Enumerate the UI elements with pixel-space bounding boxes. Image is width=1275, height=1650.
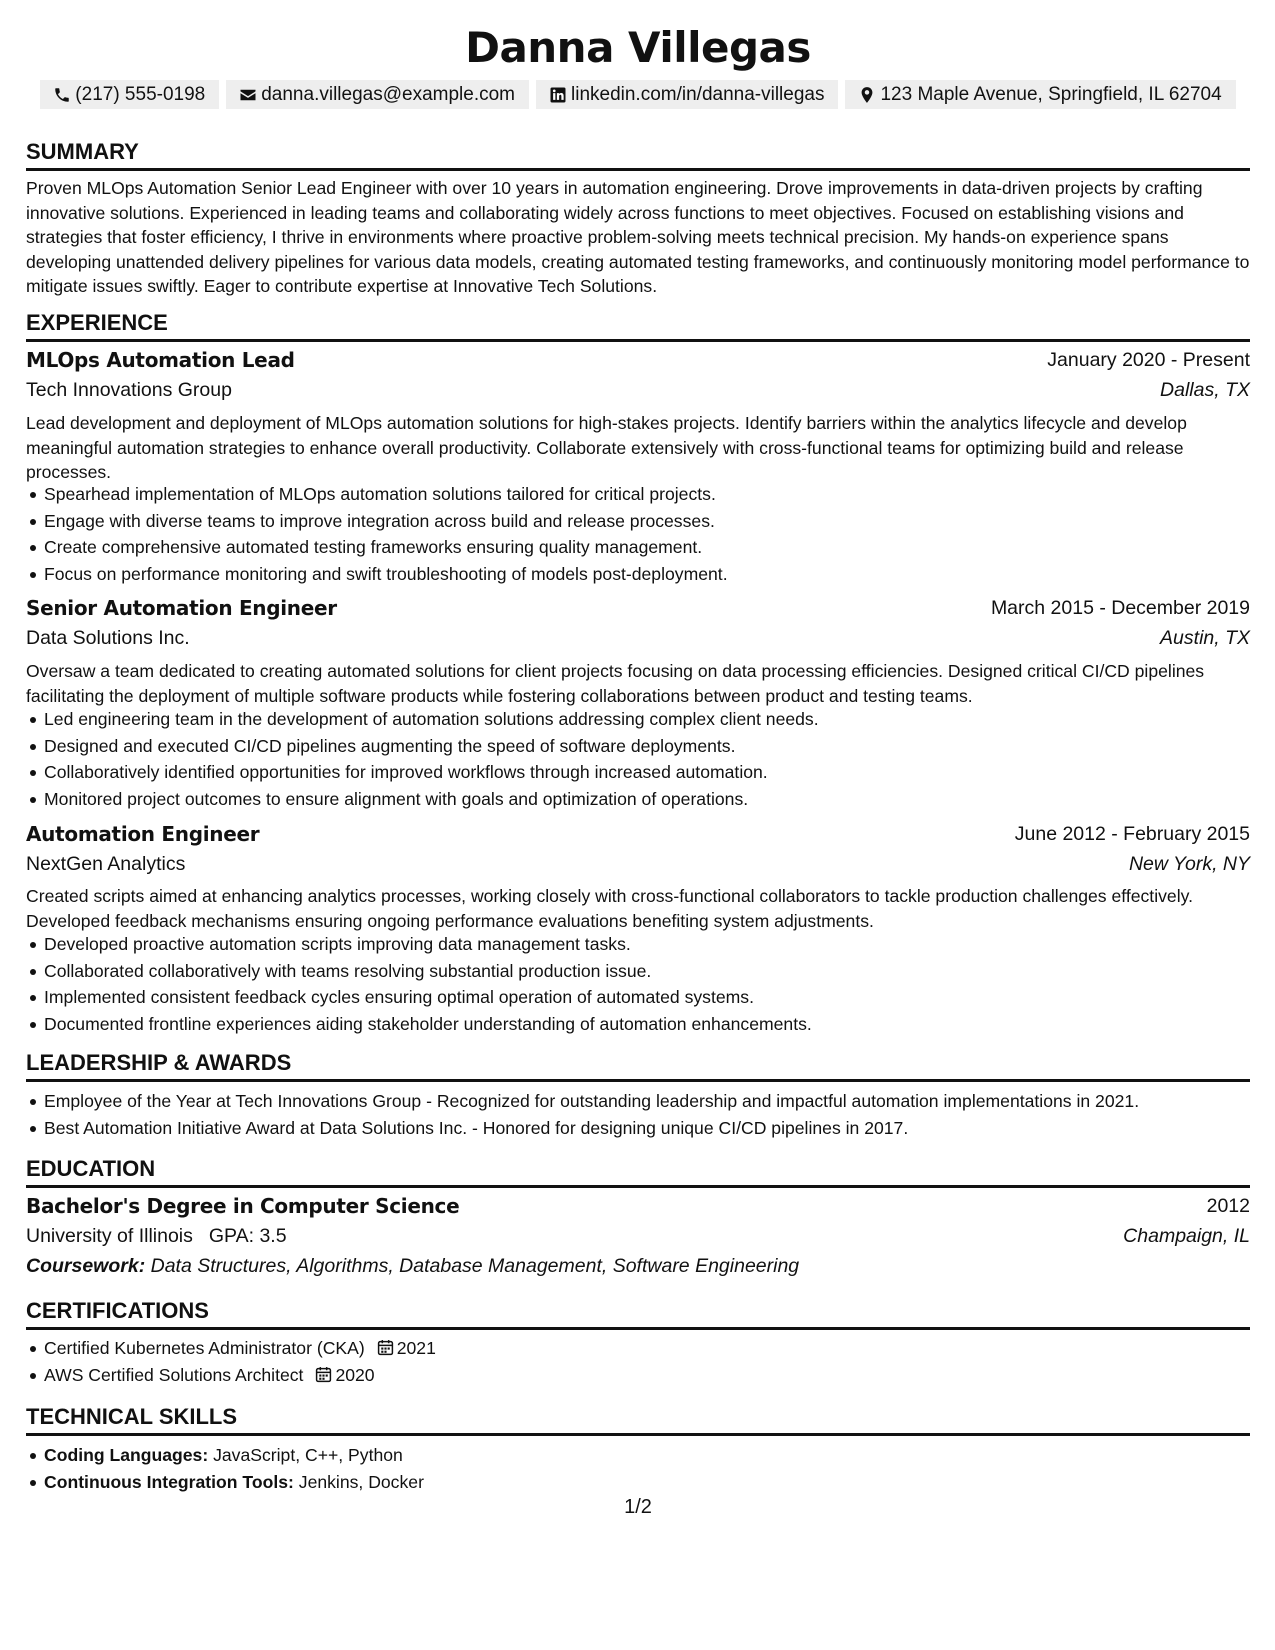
job-company: Data Solutions Inc.: [26, 627, 190, 649]
graduation-year: 2012: [1206, 1195, 1250, 1217]
job-location: Austin, TX: [1160, 627, 1250, 649]
calendar-icon: [315, 1366, 332, 1383]
certifications-list: [26, 1335, 1250, 1388]
linkedin-chip[interactable]: [536, 80, 838, 109]
job-description: Created scripts aimed at enhancing analytics processes, working closely with cross-functional collaborators to tackle production challenges effectively. Developed feedback mechanisms ensuring ongoing performance evaluations benefiting system adjustments.: [26, 886, 1193, 931]
linkedin-icon: [548, 85, 567, 104]
section-divider: [26, 1433, 1250, 1436]
job-bullets: [26, 481, 1250, 587]
leadership-heading: LEADERSHIP & AWARDS: [26, 1050, 292, 1075]
list-item: Documented frontline experiences aiding stakeholder understanding of automation enhancements.: [26, 1011, 1250, 1038]
skill-value: Jenkins, Docker: [298, 1471, 424, 1492]
list-item: Led engineering team in the development of automation solutions addressing complex client needs.: [26, 706, 1250, 733]
list-item: Create comprehensive automated testing frameworks ensuring quality management.: [26, 534, 1250, 561]
education-heading: EDUCATION: [26, 1156, 156, 1181]
page-number: 1/2: [624, 1496, 652, 1518]
list-item: [26, 1469, 1250, 1496]
school-location: Champaign, IL: [1123, 1225, 1250, 1247]
address-chip[interactable]: [845, 80, 1235, 109]
gpa: GPA: 3.5: [208, 1225, 287, 1247]
list-item: Employee of the Year at Tech Innovations Group - Recognized for outstanding leadership and impactful automation implementations in 2021.: [26, 1088, 1250, 1115]
skills-heading: TECHNICAL SKILLS: [26, 1404, 238, 1429]
job-bullets: [26, 931, 1250, 1037]
list-item: Collaboratively identified opportunities for improved workflows through increased automation.: [26, 759, 1250, 786]
list-item: [26, 1335, 1250, 1362]
phone-chip[interactable]: [40, 80, 219, 109]
candidate-name: Danna Villegas: [465, 23, 811, 72]
job-title: Automation Engineer: [26, 822, 260, 846]
list-item: Focus on performance monitoring and swift troubleshooting of models post-deployment.: [26, 561, 1250, 588]
list-item: Designed and executed CI/CD pipelines augmenting the speed of software deployments.: [26, 733, 1250, 760]
job-description: Lead development and deployment of MLOps automation solutions for high-stakes projects. Identify barriers within the analytics lifecycle and develop meaningful automation strategies to enhance overall productivity. Collaborate extensively with cross-functional teams for optimizing build and release processes.: [26, 413, 1187, 482]
calendar-icon: [377, 1339, 394, 1356]
degree-title: Bachelor's Degree in Computer Science: [26, 1194, 460, 1218]
certification-year: 2021: [396, 1338, 436, 1358]
skill-label: Continuous Integration Tools:: [44, 1471, 294, 1492]
list-item: Developed proactive automation scripts improving data management tasks.: [26, 931, 1250, 958]
job-location: New York, NY: [1128, 853, 1250, 875]
certification-name: Certified Kubernetes Administrator (CKA): [44, 1338, 365, 1358]
envelope-icon: [238, 85, 257, 104]
map-marker-icon: [857, 85, 876, 104]
coursework-list: Data Structures, Algorithms, Database Management, Software Engineering: [150, 1255, 800, 1277]
list-item: Implemented consistent feedback cycles ensuring optimal operation of automated systems.: [26, 984, 1250, 1011]
job-company: NextGen Analytics: [26, 853, 186, 875]
list-item: Best Automation Initiative Award at Data Solutions Inc. - Honored for designing unique CI/CD pipelines in 2017.: [26, 1115, 1250, 1142]
section-divider: [26, 168, 1250, 171]
job-bullets: [26, 706, 1250, 812]
list-item: Engage with diverse teams to improve integration across build and release processes.: [26, 508, 1250, 535]
list-item: Monitored project outcomes to ensure alignment with goals and optimization of operations.: [26, 786, 1250, 813]
section-divider: [26, 1079, 1250, 1082]
section-divider: [26, 1327, 1250, 1330]
coursework: [26, 1253, 799, 1279]
job-dates: March 2015 - December 2019: [990, 597, 1250, 619]
job-location: Dallas, TX: [1160, 379, 1250, 401]
school-line: [26, 1223, 287, 1249]
summary-heading: SUMMARY: [26, 139, 139, 164]
list-item: [26, 1442, 1250, 1469]
skill-label: Coding Languages:: [44, 1445, 209, 1465]
job-dates: January 2020 - Present: [1047, 349, 1250, 371]
school-name: University of Illinois: [26, 1225, 193, 1247]
certification-year: 2020: [335, 1364, 375, 1385]
list-item: Collaborated collaboratively with teams resolving substantial production issue.: [26, 958, 1250, 985]
experience-heading: EXPERIENCE: [26, 310, 168, 335]
awards-list: [26, 1088, 1250, 1141]
address-text: 123 Maple Avenue, Springfield, IL 62704: [880, 83, 1222, 105]
list-item: [26, 1362, 1250, 1389]
email-chip[interactable]: [226, 80, 529, 109]
section-divider: [26, 1185, 1250, 1188]
job-dates: June 2012 - February 2015: [1014, 823, 1250, 845]
contact-bar: [26, 80, 1250, 109]
job-company: Tech Innovations Group: [26, 379, 232, 401]
linkedin-text: linkedin.com/in/danna-villegas: [571, 83, 825, 105]
job-description: Oversaw a team dedicated to creating automated solutions for client projects focusing on data processing efficiencies. Designed critical CI/CD pipelines facilitating the deployment of multiple software products while fostering collaborations between product and testing teams.: [26, 661, 1205, 706]
email-text: danna.villegas@example.com: [261, 83, 515, 105]
summary-text: Proven MLOps Automation Senior Lead Engineer with over 10 years in automation engineering. Drove improvements in data-driven projects by crafting innovative solutions. Experienced in leading teams and collaborating widely across functions to meet objectives. Focused on establishing visions and strategies that foster efficiency, I thrive in environments where proactive problem-solving meets technical precision. My hands-on experience spans developing unattended delivery pipelines for various data models, creating automated testing frameworks, and continuously monitoring model performance to mitigate issues swiftly. Eager to contribute expertise at Innovative Tech Solutions.: [26, 178, 1250, 296]
section-divider: [26, 339, 1250, 342]
job-title: Senior Automation Engineer: [26, 596, 337, 620]
certification-name: AWS Certified Solutions Architect: [44, 1364, 304, 1385]
list-item: Spearhead implementation of MLOps automation solutions tailored for critical projects.: [26, 481, 1250, 508]
phone-icon: [52, 85, 71, 104]
resume-page: [26, 0, 1250, 1650]
skill-value: JavaScript, C++, Python: [213, 1445, 403, 1465]
certifications-heading: CERTIFICATIONS: [26, 1298, 209, 1323]
coursework-label: Coursework:: [26, 1255, 146, 1277]
skills-list: [26, 1442, 1250, 1495]
phone-text: (217) 555-0198: [75, 83, 206, 105]
job-title: MLOps Automation Lead: [26, 348, 295, 372]
